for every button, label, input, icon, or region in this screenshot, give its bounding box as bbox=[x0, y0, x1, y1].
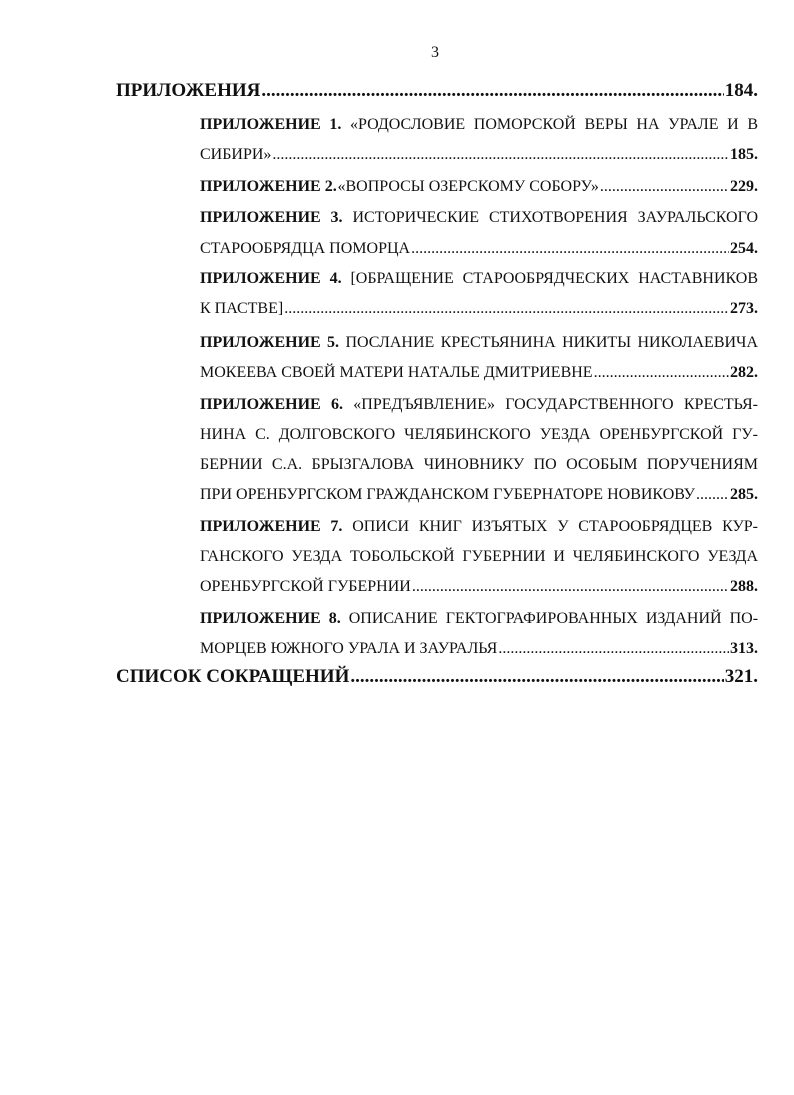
toc-entry-app8-line2 bbox=[200, 640, 758, 658]
dot-leader bbox=[412, 578, 729, 596]
toc-entry-app4-line2 bbox=[200, 300, 758, 318]
toc-entry-text: [ОБРАЩЕНИЕ СТАРООБРЯДЧЕСКИХ НАСТАВНИКОВ bbox=[350, 270, 759, 287]
toc-entry-text: ОРЕНБУРГСКОЙ ГУБЕРНИИ bbox=[200, 578, 411, 595]
toc-entry-text: «ПРЕДЪЯВЛЕНИЕ» ГОСУДАРСТВЕННОГО КРЕСТЬЯ- bbox=[353, 396, 759, 413]
toc-entry-text: ИСТОРИЧЕСКИЕ СТИХОТВОРЕНИЯ ЗАУРАЛЬСКОГО bbox=[352, 209, 759, 226]
toc-page-number: 321. bbox=[724, 666, 758, 687]
toc-page-number: 185. bbox=[730, 146, 758, 163]
toc-entry-text: СИБИРИ» bbox=[200, 146, 272, 163]
toc-entry-text: «РОДОСЛОВИЕ ПОМОРСКОЙ ВЕРЫ НА УРАЛЕ И В bbox=[349, 116, 759, 133]
toc-entry-app1-line1 bbox=[200, 116, 758, 134]
toc-entry-text: БЕРНИИ С.А. БРЫЗГАЛОВА ЧИНОВНИКУ ПО ОСОБЫМ ПОРУЧЕНИЯМ bbox=[200, 456, 758, 473]
toc-entry-app2 bbox=[200, 178, 758, 196]
toc-entry-title: ПРИЛОЖЕНИЯ bbox=[116, 80, 261, 101]
toc-entry-app6-line4 bbox=[200, 486, 758, 504]
toc-entry-label: ПРИЛОЖЕНИЕ 7. bbox=[200, 518, 343, 535]
toc-entry-label: ПРИЛОЖЕНИЕ 3. bbox=[200, 209, 343, 226]
toc-entry-text: МОРЦЕВ ЮЖНОГО УРАЛА И ЗАУРАЛЬЯ bbox=[200, 640, 498, 657]
toc-page-number: 254. bbox=[730, 240, 758, 257]
toc-page-number: 282. bbox=[730, 364, 758, 381]
toc-entry-label: ПРИЛОЖЕНИЕ 6. bbox=[200, 396, 343, 413]
toc-page-number: 313. bbox=[730, 640, 758, 657]
dot-leader bbox=[272, 146, 729, 164]
toc-entry-text: НИНА С. ДОЛГОВСКОГО ЧЕЛЯБИНСКОГО УЕЗДА ОРЕНБУРГСКОЙ ГУ- bbox=[200, 426, 758, 443]
toc-entry-text: ГАНСКОГО УЕЗДА ТОБОЛЬСКОЙ ГУБЕРНИИ И ЧЕЛЯБИНСКОГО УЕЗДА bbox=[200, 548, 758, 565]
toc-entry-app7-line2 bbox=[200, 548, 758, 566]
toc-entry-app7-line3 bbox=[200, 578, 758, 596]
toc-entry-text: ОПИСАНИЕ ГЕКТОГРАФИРОВАННЫХ ИЗДАНИЙ ПО- bbox=[348, 610, 759, 627]
page-number: 3 bbox=[431, 44, 439, 61]
toc-page-number: 285. bbox=[730, 486, 758, 503]
toc-entry-text: СТАРООБРЯДЦА ПОМОРЦА bbox=[200, 240, 411, 257]
toc-entry-label: ПРИЛОЖЕНИЕ 5. bbox=[200, 334, 340, 351]
toc-entry-app4-line1 bbox=[200, 270, 758, 288]
toc-entry-appendices bbox=[116, 80, 758, 102]
toc-entry-abbreviations bbox=[116, 666, 758, 688]
dot-leader bbox=[696, 486, 729, 504]
toc-entry-app8-line1 bbox=[200, 610, 758, 628]
toc-entry-app5-line1 bbox=[200, 334, 758, 352]
toc-entry-label: ПРИЛОЖЕНИЕ 4. bbox=[200, 270, 342, 287]
toc-page-number: 288. bbox=[730, 578, 758, 595]
toc-entry-app3-line2 bbox=[200, 240, 758, 258]
dot-leader bbox=[498, 640, 729, 658]
toc-page-number: 184. bbox=[724, 80, 758, 101]
dot-leader bbox=[600, 178, 729, 196]
toc-entry-title: СПИСОК СОКРАЩЕНИЙ bbox=[116, 666, 350, 687]
toc-entry-text: ОПИСИ КНИГ ИЗЪЯТЫХ У СТАРООБРЯДЦЕВ КУР- bbox=[352, 518, 759, 535]
toc-entry-app6-line3 bbox=[200, 456, 758, 474]
dot-leader bbox=[261, 80, 723, 102]
dot-leader bbox=[284, 300, 729, 318]
toc-entry-text: ПОСЛАНИЕ КРЕСТЬЯНИНА НИКИТЫ НИКОЛАЕВИЧА bbox=[345, 334, 758, 351]
toc-entry-label: ПРИЛОЖЕНИЕ 8. bbox=[200, 610, 341, 627]
toc-entry-app5-line2 bbox=[200, 364, 758, 382]
toc-entry-app1-line2 bbox=[200, 146, 758, 164]
dot-leader bbox=[411, 240, 729, 258]
toc-entry-app3-line1 bbox=[200, 209, 758, 227]
toc-entry-app7-line1 bbox=[200, 518, 758, 536]
toc-entry-text: К ПАСТВЕ] bbox=[200, 300, 284, 317]
toc-entry-text: МОКЕЕВА СВОЕЙ МАТЕРИ НАТАЛЬЕ ДМИТРИЕВНЕ bbox=[200, 364, 593, 381]
toc-entry-text: «ВОПРОСЫ ОЗЕРСКОМУ СОБОРУ» bbox=[337, 178, 599, 195]
toc-entry-label: ПРИЛОЖЕНИЕ 1. bbox=[200, 116, 342, 133]
toc-entry-label: ПРИЛОЖЕНИЕ 2. bbox=[200, 178, 337, 195]
dot-leader bbox=[594, 364, 729, 382]
toc-page-number: 273. bbox=[730, 300, 758, 317]
toc-entry-app6-line2 bbox=[200, 426, 758, 444]
toc-entry-app6-line1 bbox=[200, 396, 758, 414]
toc-page-number: 229. bbox=[730, 178, 758, 195]
toc-entry-text: ПРИ ОРЕНБУРГСКОМ ГРАЖДАНСКОМ ГУБЕРНАТОРЕ НОВИКОВУ bbox=[200, 486, 695, 503]
dot-leader bbox=[350, 666, 723, 688]
